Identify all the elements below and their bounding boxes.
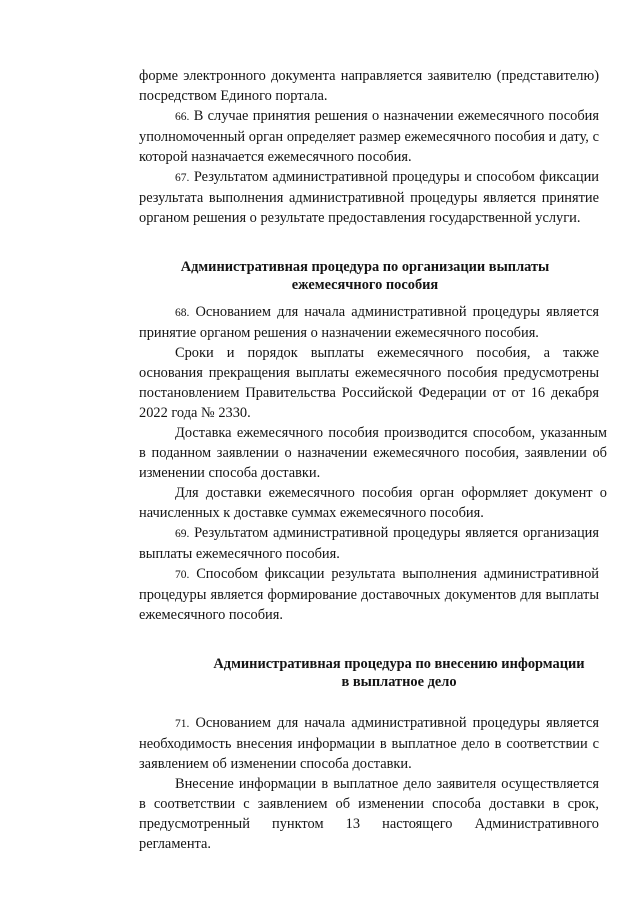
paragraph-68-terms: Сроки и порядок выплаты ежемесячного пособия, а также основания прекращения выплаты ежемесячного пособия предусмотрены постановлением Правительства Российской Федерации от от 16 декабря 2022 года № 2330.	[139, 345, 599, 421]
paragraph-text: Способом фиксации результата выполнения административной процедуры является формирование доставочных документов для выплаты ежемесячного пособия.	[139, 566, 599, 623]
paragraph-number: 67.	[175, 172, 190, 184]
paragraph-67	[139, 167, 599, 228]
paragraph-71-entry: Внесение информации в выплатное дело заявителя осуществляется в соответствии с заявлением об изменении способа доставки в срок, предусмотренный пунктом 13 настоящего Административного регламента.	[139, 776, 599, 852]
paragraph-68-delivery: Доставка ежемесячного пособия производится способом, указанным в поданном заявлении о назначении ежемесячного пособия, заявлении об изменении способа доставки.	[139, 425, 607, 481]
paragraph-number: 68.	[175, 307, 190, 319]
paragraph-number: 71.	[175, 718, 190, 730]
section-heading-payment	[135, 258, 595, 294]
section-heading-payment-file	[187, 655, 611, 691]
paragraph-68	[139, 302, 599, 343]
paragraph-text: Результатом административной процедуры и способом фиксации результата выполнения административной процедуры является принятие органом решения о результате предоставления государственной услуги.	[139, 169, 599, 226]
paragraph-text: Результатом административной процедуры является организация выплаты ежемесячного пособия.	[139, 525, 599, 562]
paragraph-text: Основанием для начала административной процедуры является принятие органом решения о назначении ежемесячного пособия.	[139, 304, 599, 341]
paragraph-71	[139, 713, 599, 774]
heading-line: Административная процедура по внесению информации	[213, 656, 585, 672]
heading-line: ежемесячного пособия	[291, 277, 439, 293]
paragraph-number: 66.	[175, 111, 190, 123]
paragraph-68-document: Для доставки ежемесячного пособия орган оформляет документ о начисленных к доставке суммах ежемесячного пособия.	[139, 485, 607, 521]
paragraph-70	[139, 564, 599, 625]
heading-line: в выплатное дело	[341, 674, 457, 690]
paragraph-number: 69.	[175, 528, 190, 540]
document-page	[139, 66, 607, 854]
paragraph-69	[139, 523, 599, 564]
paragraph-number: 70.	[175, 569, 190, 581]
paragraph-text: Основанием для начала административной процедуры является необходимость внесения информации в выплатное дело в соответствии с заявлением об изменении способа доставки.	[139, 715, 599, 772]
paragraph-66	[139, 106, 599, 167]
paragraph-text: В случае принятия решения о назначении ежемесячного пособия уполномоченный орган определяет размер ежемесячного пособия и дату, с которой назначается ежемесячного пособия.	[139, 108, 599, 165]
paragraph-continuation: форме электронного документа направляется заявителю (представителю) посредством Единого портала.	[139, 68, 599, 104]
heading-line: Административная процедура по организации выплаты	[180, 259, 550, 275]
